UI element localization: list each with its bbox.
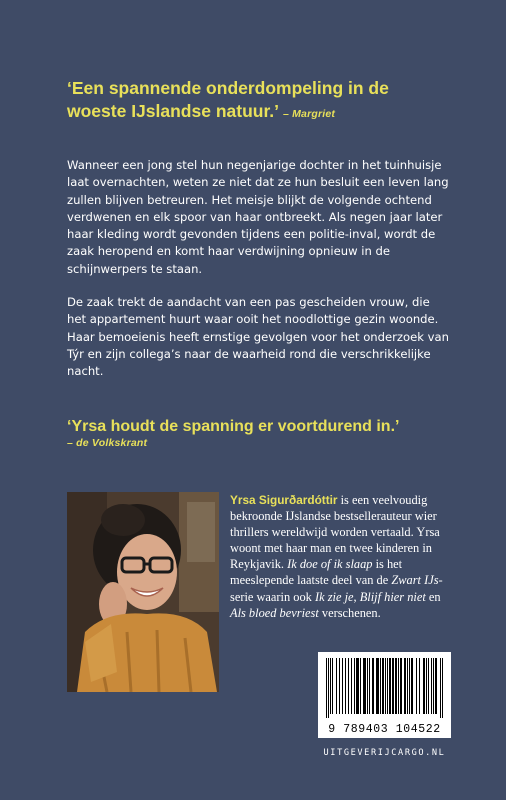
isbn-number: 9 789403 104522 (328, 723, 441, 736)
barcode-bar (345, 658, 346, 714)
blurb-paragraph-2: De zaak trekt de aandacht van een pas gescheiden vrouw, die het appartement huurt waar ooit het noodlottige gezin woonde. Haar bemoeienis heeft ernstige gevolgen voor het onderzoek van Týr en zijn collega’s naar de waarheid rond die verschrikkelijke nacht. (67, 295, 449, 379)
barcode-bar (400, 658, 402, 714)
barcode-bar (380, 658, 381, 714)
quote-volkskrant (67, 417, 467, 450)
barcode-bar (332, 658, 333, 714)
barcode-bar (354, 658, 355, 714)
barcode-bar (389, 658, 391, 714)
bio-text-3: -serie waarin ook (230, 573, 443, 604)
author-bio (230, 492, 450, 621)
book-title-2: Ik zie je (314, 589, 354, 604)
barcode-bar (398, 658, 399, 714)
barcode-bar (376, 658, 379, 714)
barcode-bar (385, 658, 386, 714)
barcode-bar (433, 658, 434, 714)
quote-volkskrant-text: ‘Yrsa houdt de spanning er voortdurend in.’ (67, 418, 400, 435)
barcode-bar (428, 658, 429, 714)
barcode-bar (426, 658, 427, 714)
bio-text-4: verschenen. (318, 605, 381, 620)
quote-margriet-text: ‘Een spannende onderdompeling in de woeste IJslandse natuur.’ (67, 78, 389, 121)
barcode-bar (411, 658, 413, 714)
quote-margriet (67, 77, 447, 126)
barcode-bar (419, 658, 420, 714)
barcode-bar (372, 658, 374, 714)
author-photo (67, 492, 219, 692)
barcode-bar (351, 658, 352, 714)
barcode-bar (442, 658, 443, 718)
barcode-bar (336, 658, 337, 714)
barcode-bar (356, 658, 359, 714)
blurb-paragraph-1: Wanneer een jong stel hun negenjarige dochter in het tuinhuisje laat overnachten, weten ze niet dat ze hun besluit een leven lang zullen blijven betreuren. Het meisje blijkt de volgende ochtend verdwenen en elk spoor van haar ontbreekt. Als negen jaar later haar kleding wordt gevonden tijdens een politie-inval, wordt de zaak heropend en komt haar verdwijning opnieuw in de schijnwerpers te staan. (67, 158, 449, 276)
barcode-bar (339, 658, 340, 714)
barcode-bar (409, 658, 410, 714)
book-title-current: Ik doe of ik slaap (287, 557, 373, 572)
barcode-bar (348, 658, 349, 714)
barcode-bar (360, 658, 361, 714)
author-name: Yrsa Sigurðardóttir (230, 493, 338, 507)
barcode-bar (382, 658, 384, 714)
bio-text-1: is een veelvoudig bekroonde IJslandse bestsellerauteur wier thrillers wereldwijd worden vertaald. Yrsa woont met haar man en twee kinderen in Reykjavik. (230, 493, 440, 572)
barcode-bar (423, 658, 425, 714)
barcode-bar (369, 658, 370, 714)
barcode-bar (363, 658, 366, 714)
barcode-bar (407, 658, 408, 714)
barcode-bar (395, 658, 397, 714)
barcode-bar (435, 658, 437, 714)
barcode-bars (318, 652, 451, 720)
book-title-4: Als bloed bevriest (230, 605, 319, 620)
barcode-bar (416, 658, 417, 714)
barcode-bar (328, 658, 329, 718)
barcode-bar (330, 658, 331, 714)
isbn-barcode (318, 652, 451, 738)
bio-separator-2: en (425, 589, 441, 604)
publisher-url: UITGEVERIJCARGO.NL (323, 748, 446, 758)
barcode-bar (440, 658, 441, 718)
barcode-bar (404, 658, 406, 714)
barcode-bar (431, 658, 432, 714)
bio-separator-1: , (353, 589, 360, 604)
barcode-bar (392, 658, 394, 714)
quote-margriet-attribution: – Margriet (282, 108, 336, 120)
author-portrait-illustration (67, 492, 219, 692)
barcode-bar (367, 658, 368, 714)
bio-text-2: is het meeslepende laatste deel van de (230, 557, 403, 588)
barcode-bar (387, 658, 388, 714)
series-name: Zwart IJs (391, 573, 439, 588)
quote-volkskrant-attribution: – de Volkskrant (67, 437, 148, 449)
book-title-3: Blijf hier niet (359, 589, 426, 604)
barcode-bar (326, 658, 327, 718)
barcode-bar (342, 658, 343, 714)
